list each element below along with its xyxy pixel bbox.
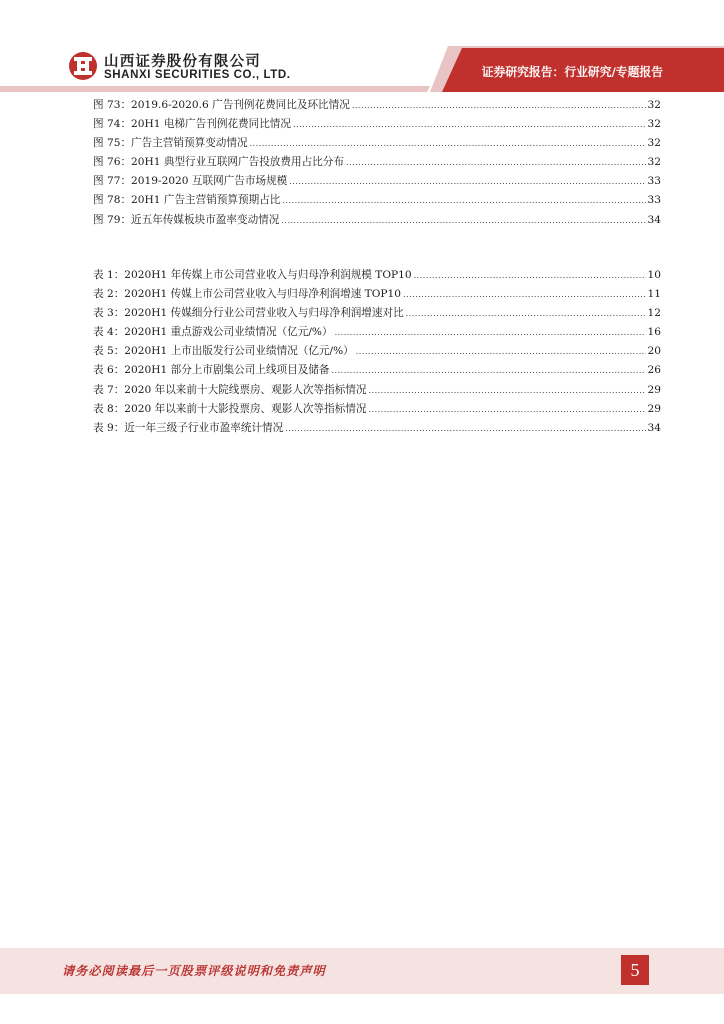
toc-entry-label: 表 1：2020H1 年传媒上市公司营业收入与归母净利润规模 TOP10: [93, 269, 412, 281]
toc-entry[interactable]: [93, 191, 661, 210]
toc-entry[interactable]: [93, 323, 661, 342]
toc-entry-page: 11: [647, 288, 661, 301]
toc-entry[interactable]: [93, 211, 661, 230]
leader-dots: [332, 361, 646, 380]
footer-disclaimer: 请务必阅读最后一页股票评级说明和免责声明: [62, 964, 326, 978]
toc-entry[interactable]: [93, 285, 661, 304]
toc-entry[interactable]: [93, 134, 661, 153]
toc-entry-label: 图 75：广告主营销预算变动情况: [93, 137, 248, 150]
toc-entry-label: 表 9：近一年三级子行业市盈率统计情况: [93, 421, 284, 434]
toc-entry[interactable]: [93, 304, 661, 323]
leader-dots: [346, 153, 646, 172]
leader-dots: [335, 323, 646, 342]
toc-entry-label: 图 76：20H1 典型行业互联网广告投放费用占比分布: [93, 156, 344, 169]
table-list: [93, 266, 661, 438]
toc-entry-page: 16: [647, 326, 661, 339]
toc-entry-page: 32: [647, 99, 661, 111]
toc-entry-page: 34: [647, 421, 661, 434]
leader-dots: [281, 211, 645, 230]
leader-dots: [369, 400, 646, 419]
toc-entry-page: 26: [647, 364, 661, 377]
leader-dots: [403, 285, 646, 304]
toc-entry-label: 表 4：2020H1 重点游戏公司业绩情况（亿元/%）: [93, 326, 333, 339]
toc-entry-page: 20: [647, 345, 661, 358]
leader-dots: [414, 266, 646, 285]
page-number: 5: [621, 955, 649, 985]
report-type-label: 证券研究报告：行业研究/专题报告: [481, 65, 663, 79]
toc-entry-page: 32: [647, 118, 661, 131]
toc-entry-label: 表 5：2020H1 上市出版发行公司业绩情况（亿元/%）: [93, 345, 354, 358]
toc-entry-label: 图 73：2019.6-2020.6 广告刊例花费同比及环比情况: [93, 99, 350, 111]
leader-dots: [250, 134, 646, 153]
toc-entry-page: 34: [647, 213, 661, 226]
toc-entry-page: 12: [647, 307, 661, 320]
toc-entry[interactable]: [93, 172, 661, 191]
toc-entry-label: 表 6：2020H1 部分上市剧集公司上线项目及储备: [93, 364, 330, 377]
page-header: [0, 0, 724, 92]
toc-entry[interactable]: [93, 266, 661, 285]
toc-entry-label: 表 7：2020 年以来前十大院线票房、观影人次等指标情况: [93, 383, 367, 396]
company-name-en: SHANXI SECURITIES CO., LTD.: [104, 69, 291, 81]
leader-dots: [282, 191, 645, 210]
leader-dots: [293, 115, 646, 134]
toc-entry-label: 图 77：2019-2020 互联网广告市场规模: [93, 175, 288, 188]
toc-entry[interactable]: [93, 153, 661, 172]
toc-entry-page: 32: [647, 156, 661, 169]
toc-entry-page: 32: [647, 137, 661, 150]
leader-dots: [369, 381, 646, 400]
toc-entry-page: 33: [647, 194, 661, 207]
leader-dots: [356, 342, 646, 361]
header-underline-band: [0, 86, 430, 92]
leader-dots: [289, 172, 645, 191]
toc-entry[interactable]: [93, 381, 661, 400]
toc-entry[interactable]: [93, 115, 661, 134]
toc-entry-label: 表 8：2020 年以来前十大影投票房、观影人次等指标情况: [93, 402, 367, 415]
toc-entry-label: 图 79：近五年传媒板块市盈率变动情况: [93, 213, 280, 226]
toc-entry[interactable]: [93, 342, 661, 361]
toc-entry-page: 29: [647, 383, 661, 396]
leader-dots: [406, 304, 646, 323]
toc-entry[interactable]: [93, 361, 661, 380]
company-logo-icon: [68, 51, 98, 81]
toc-entry-label: 表 2：2020H1 传媒上市公司营业收入与归母净利润增速 TOP10: [93, 288, 402, 301]
toc-entry-label: 图 74：20H1 电梯广告刊例花费同比情况: [93, 118, 291, 131]
toc-entry-page: 33: [647, 175, 661, 188]
figure-list: [93, 96, 661, 230]
toc-entry[interactable]: [93, 419, 661, 438]
company-name-cn: 山西证券股份有限公司: [104, 54, 261, 70]
toc-entry-page: 10: [647, 269, 661, 281]
toc-entry[interactable]: [93, 96, 661, 115]
toc-entry[interactable]: [93, 400, 661, 419]
leader-dots: [285, 419, 645, 438]
toc-entry-label: 图 78：20H1 广告主营销预算预期占比: [93, 194, 281, 207]
toc-entry-page: 29: [647, 402, 661, 415]
leader-dots: [352, 96, 646, 115]
toc-entry-label: 表 3：2020H1 传媒细分行业公司营业收入与归母净利润增速对比: [93, 307, 404, 320]
